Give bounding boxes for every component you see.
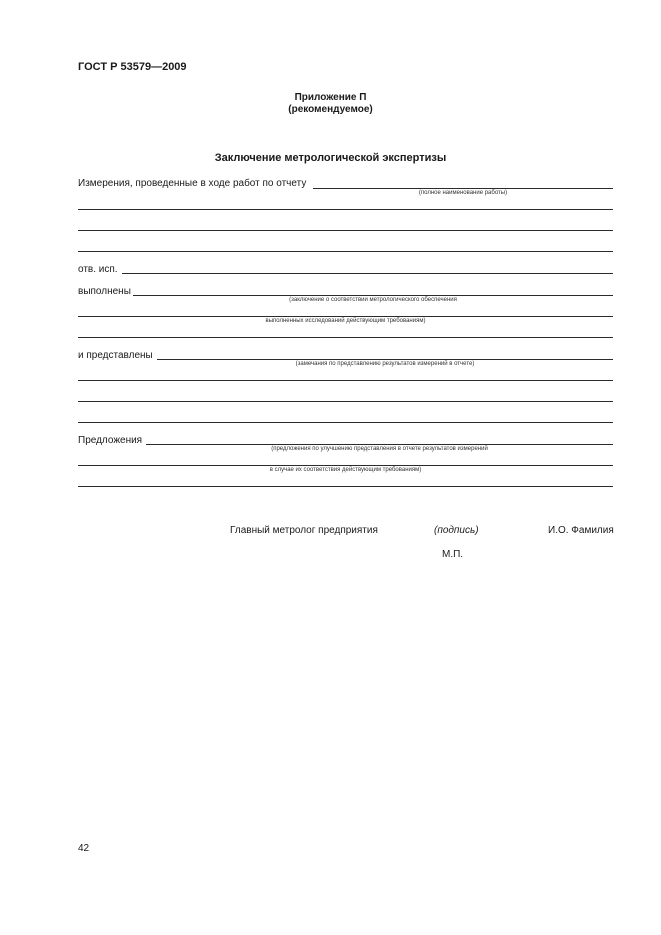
- presented-line-3[interactable]: [78, 401, 613, 402]
- signatory-name: И.О. Фамилия: [548, 525, 614, 536]
- proposals-hint-1: (предложения по улучшению представления в отчете результатов измерений: [271, 446, 488, 452]
- proposals-hint-2: в случае их соответствия действующим требованиям): [269, 467, 422, 473]
- responsible-line[interactable]: [122, 273, 613, 274]
- measurements-line-4[interactable]: [78, 251, 613, 252]
- measurements-line-2[interactable]: [78, 209, 613, 210]
- presented-line-4[interactable]: [78, 422, 613, 423]
- appendix-status: (рекомендуемое): [288, 104, 373, 115]
- presented-line-2[interactable]: [78, 380, 613, 381]
- performed-line[interactable]: [133, 295, 613, 296]
- measurements-label: Измерения, проведенные в ходе работ по отчету: [78, 178, 307, 189]
- signatory-position: Главный метролог предприятия: [230, 525, 378, 536]
- proposals-line-2[interactable]: [78, 465, 613, 466]
- proposals-line-3[interactable]: [78, 486, 613, 487]
- responsible-label: отв. исп.: [78, 264, 118, 275]
- proposals-line[interactable]: [146, 444, 613, 445]
- presented-line[interactable]: [157, 359, 613, 360]
- stamp-place: М.П.: [442, 549, 464, 560]
- standard-number: ГОСТ Р 53579—2009: [78, 61, 187, 73]
- measurements-line[interactable]: [313, 188, 613, 189]
- performed-line-3[interactable]: [78, 337, 613, 338]
- performed-line-2[interactable]: [78, 316, 613, 317]
- performed-label: выполнены: [78, 286, 131, 297]
- signature-placeholder: (подпись): [434, 525, 479, 536]
- appendix-title: Приложение П: [294, 92, 367, 103]
- presented-hint: (замечания по представлению результатов измерений в отчете): [295, 361, 475, 367]
- performed-hint-1: (заключение о соответствии метрологического обеспечения: [289, 297, 457, 303]
- page-number: 42: [78, 843, 90, 854]
- proposals-label: Предложения: [78, 435, 143, 446]
- document-title: Заключение метрологической экспертизы: [214, 152, 447, 164]
- measurements-line-3[interactable]: [78, 230, 613, 231]
- presented-label: и представлены: [78, 350, 153, 361]
- performed-hint-2: выполненных исследований действующим требованиям): [265, 318, 426, 324]
- measurements-hint: (полное наименование работы): [418, 190, 508, 196]
